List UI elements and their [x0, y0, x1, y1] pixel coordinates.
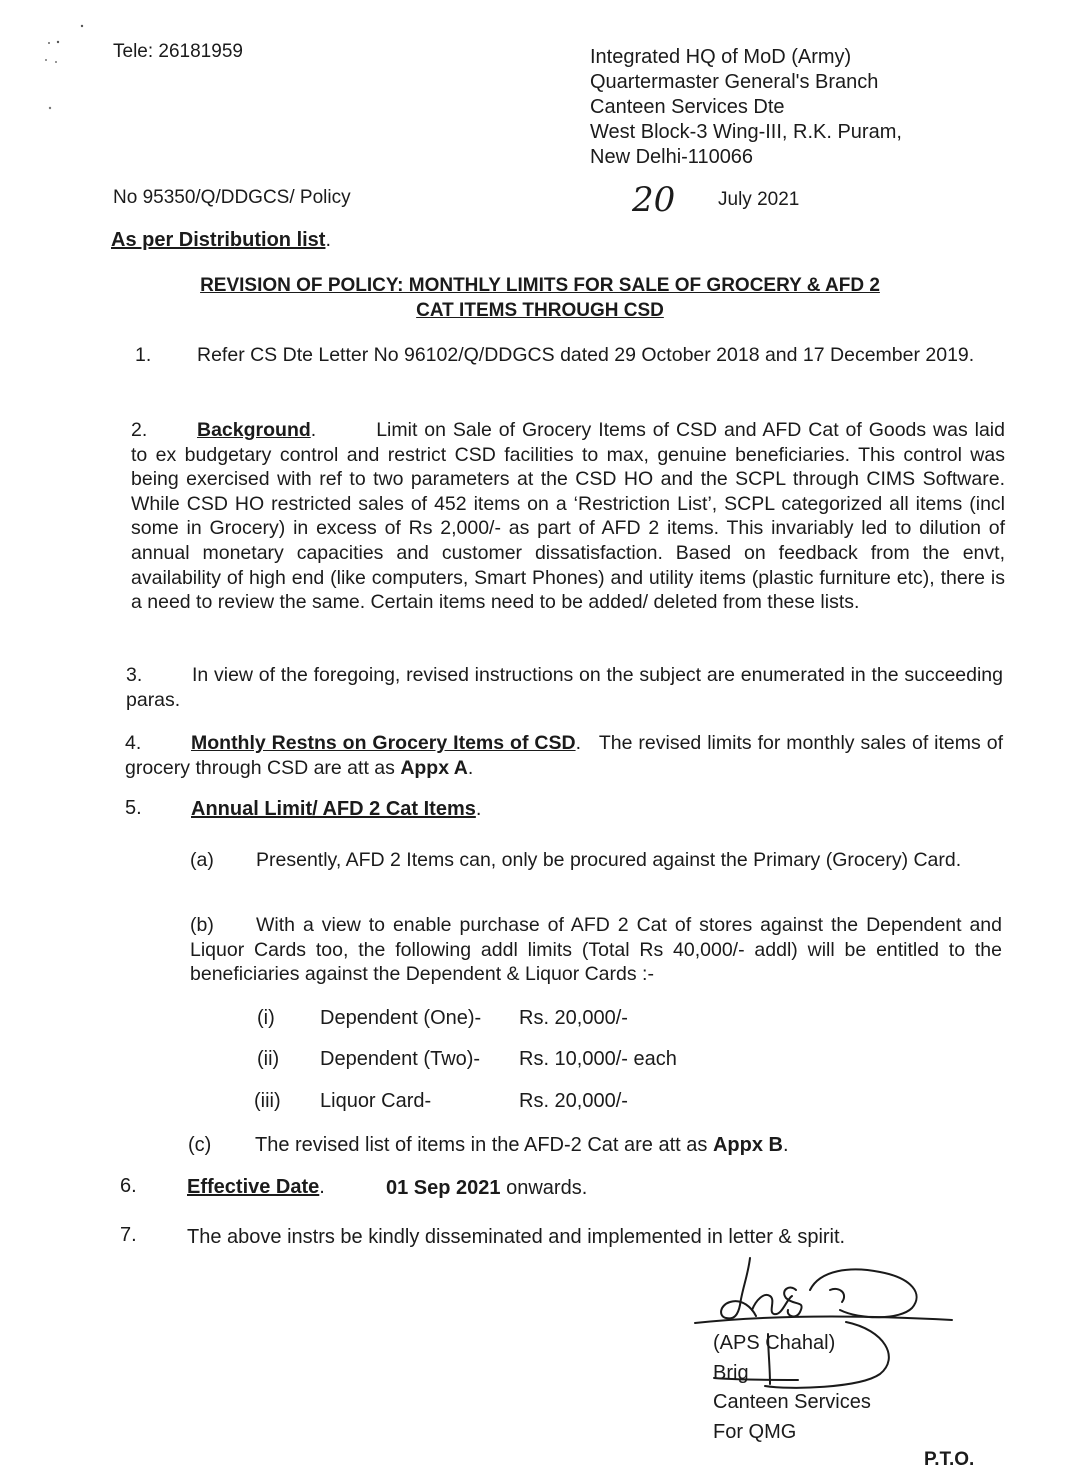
appendix-ref: Appx B: [712, 1134, 783, 1156]
para-heading: Monthly Restns on Grocery Items of CSD: [191, 732, 576, 754]
subpara-number: (c): [188, 1134, 212, 1156]
signatory-office: Canteen Services: [713, 1391, 871, 1413]
subpara-text: Presently, AFD 2 Items can, only be procured against the Primary (Grocery) Card.: [256, 849, 962, 871]
letter-date: July 2021: [718, 189, 800, 210]
subject-heading: [130, 273, 950, 323]
para-number: 7.: [120, 1224, 137, 1246]
paragraph-1: [135, 343, 1005, 368]
subpara-a: [190, 848, 1002, 873]
para-number: 5.: [125, 797, 142, 819]
handwritten-day: 20: [632, 180, 676, 220]
address-line: West Block-3 Wing-III, R.K. Puram,: [590, 121, 902, 143]
para-heading-suffix: .: [319, 1176, 325, 1198]
para-text: In view of the foregoing, revised instructions on the subject are enumerated in the succeeding paras.: [126, 664, 1003, 711]
limit-label: Dependent (One)-: [320, 1007, 482, 1029]
scan-specks: [30, 20, 90, 120]
para-number: 4.: [125, 732, 142, 754]
para-end: .: [467, 756, 474, 779]
limit-label: Liquor Card-: [320, 1090, 432, 1112]
para-text: Refer CS Dte Letter No 96102/Q/DDGCS dated 29 October 2018 and 17 December 2019.: [197, 344, 975, 366]
subpara-text: The revised list of items in the AFD-2 Cat are att as: [255, 1134, 708, 1156]
subpara-text: With a view to enable purchase of AFD 2 Cat of stores against the Dependent and Liquor Cards too, the following addl limits (Total Rs 40,000/- addl) will be entitled to the beneficiaries against the Dependent & Liquor Cards :-: [190, 914, 1002, 986]
subpara-b: [190, 913, 1002, 987]
effective-date-value: 01 Sep 2021: [386, 1177, 501, 1199]
limit-value: Rs. 10,000/- each: [519, 1048, 677, 1070]
subpara-c-text: [255, 1133, 789, 1158]
para-text: The above instrs be kindly disseminated and implemented in letter & spirit.: [187, 1226, 846, 1248]
signatory-authority: For QMG: [713, 1421, 797, 1443]
effective-date: [386, 1176, 587, 1201]
signatory-name: (APS Chahal): [713, 1332, 836, 1354]
subpara-number: (b): [190, 914, 214, 936]
para-heading: Background: [197, 419, 311, 441]
address-line: New Delhi-110066: [590, 146, 754, 168]
paragraph-3: [126, 663, 1003, 712]
distribution-line: [111, 229, 331, 252]
para-heading-suffix: .: [475, 798, 482, 820]
para-heading-suffix: .: [310, 419, 317, 441]
para-number: 3.: [126, 664, 143, 686]
distribution-label: As per Distribution list: [111, 229, 326, 251]
subject-line-2: CAT ITEMS THROUGH CSD: [416, 300, 664, 321]
paragraph-4: [125, 731, 1003, 780]
para-heading-text: Effective Date: [187, 1176, 320, 1198]
para-text: The revised limits for monthly sales of items of grocery through CSD are att as: [125, 732, 1003, 779]
limit-value: Rs. 20,000/-: [519, 1090, 628, 1112]
please-turn-over: P.T.O.: [924, 1449, 975, 1470]
distribution-suffix: .: [325, 229, 332, 251]
limit-label: Dependent (Two)-: [320, 1048, 481, 1070]
para-number: 6.: [120, 1175, 137, 1197]
para-heading: [187, 1175, 325, 1200]
paragraph-2: [131, 418, 1005, 615]
address-line: Quartermaster General's Branch: [590, 71, 879, 93]
para-end: .: [782, 1134, 789, 1156]
address-line: Integrated HQ of MoD (Army): [590, 46, 852, 68]
signatory-rank: Brig: [713, 1362, 749, 1384]
limit-number: (ii): [257, 1048, 280, 1070]
subject-line-1: REVISION OF POLICY: MONTHLY LIMITS FOR SALE OF GROCERY & AFD 2: [200, 275, 880, 296]
para-heading-suffix: .: [575, 732, 581, 754]
limit-number: (i): [257, 1007, 275, 1029]
handwritten-signature: [690, 1250, 960, 1410]
address-line: Canteen Services Dte: [590, 96, 785, 118]
reference-number: No 95350/Q/DDGCS/ Policy: [113, 187, 351, 208]
effective-date-rest: onwards.: [506, 1177, 588, 1199]
issuing-office-address: [590, 45, 902, 170]
telephone-number: Tele: 26181959: [113, 41, 243, 62]
limit-value: Rs. 20,000/-: [519, 1007, 628, 1029]
para-heading-text: Annual Limit/ AFD 2 Cat Items: [191, 798, 476, 820]
para-text: Limit on Sale of Grocery Items of CSD and AFD Cat of Goods was laid to ex budgetary control and restrict CSD facilities to max, genuine beneficiaries. This control was being exercised with ref to two parameters at the CSD HO and the SCPL through CIMS Software. While CSD HO restricted sales of 452 items on a ‘Restriction List’, SCPL categorized all items (incl some in Grocery) in excess of Rs 2,000/- as part of AFD 2 items. This invariably led to dilution of annual monetary capacities and customer dissatisfaction. Based on feedback from the envt, availability of high end (like computers, Smart Phones) and utility items (plastic furniture etc), there is a need to review the same. Certain items need to be added/ deleted from these lists.: [131, 419, 1005, 614]
para-number: 1.: [135, 344, 152, 366]
subpara-number: (a): [190, 849, 214, 871]
appendix-ref: Appx A: [400, 756, 468, 779]
limit-number: (iii): [254, 1090, 281, 1112]
para-heading: [191, 797, 481, 822]
para-number: 2.: [131, 419, 148, 441]
